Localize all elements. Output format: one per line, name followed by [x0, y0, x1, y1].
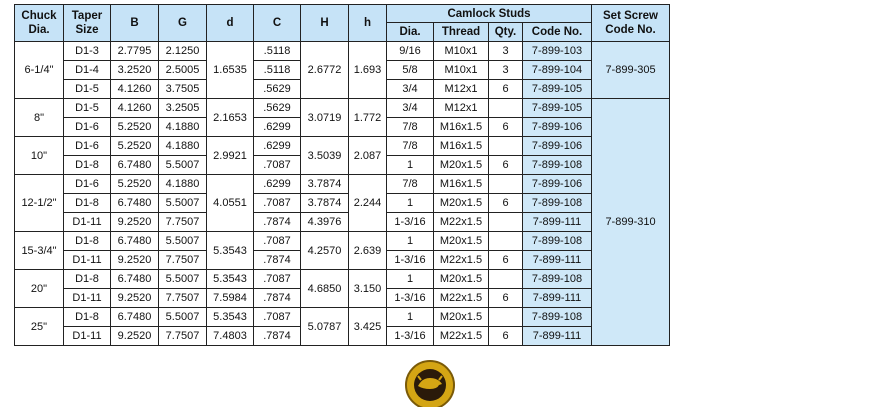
- d-cell: 5.3543: [207, 308, 254, 327]
- code-cell: 7-899-106: [523, 118, 592, 137]
- code-cell: 7-899-108: [523, 270, 592, 289]
- header-qty: Qty.: [489, 23, 523, 42]
- header-thread: Thread: [434, 23, 489, 42]
- chuck-dia-cell: 10": [15, 137, 64, 175]
- qty-cell: [489, 308, 523, 327]
- h-upper-cell: 4.6850: [301, 270, 349, 308]
- taper-cell: D1-8: [64, 308, 111, 327]
- taper-cell: D1-11: [64, 251, 111, 270]
- h-upper-cell: 4.2570: [301, 232, 349, 270]
- header-code-no: Code No.: [523, 23, 592, 42]
- qty-cell: 6: [489, 194, 523, 213]
- c-cell: .7874: [254, 327, 301, 346]
- b-cell: 4.1260: [111, 99, 159, 118]
- dia-cell: 1: [387, 156, 434, 175]
- taper-cell: D1-6: [64, 118, 111, 137]
- c-cell: .7874: [254, 213, 301, 232]
- c-cell: .5118: [254, 61, 301, 80]
- h-lower-cell: 2.087: [349, 137, 387, 175]
- c-cell: .7087: [254, 270, 301, 289]
- dia-cell: 5/8: [387, 61, 434, 80]
- header-c: C: [254, 5, 301, 42]
- h-upper-cell: 5.0787: [301, 308, 349, 346]
- h-upper-cell: 2.6772: [301, 42, 349, 99]
- dia-cell: 1-3/16: [387, 213, 434, 232]
- d-cell: 4.0551: [207, 175, 254, 232]
- c-cell: .5629: [254, 80, 301, 99]
- dia-cell: 1-3/16: [387, 327, 434, 346]
- chuck-dia-cell: 15-3/4": [15, 232, 64, 270]
- b-cell: 6.7480: [111, 194, 159, 213]
- dia-cell: 3/4: [387, 80, 434, 99]
- header-camlock-studs: Camlock Studs: [387, 5, 592, 23]
- qty-cell: 6: [489, 118, 523, 137]
- table-row: [15, 270, 670, 289]
- code-cell: 7-899-105: [523, 80, 592, 99]
- thread-cell: M16x1.5: [434, 175, 489, 194]
- c-cell: .7087: [254, 156, 301, 175]
- h-lower-cell: 1.693: [349, 42, 387, 99]
- d-cell: 5.3543: [207, 270, 254, 289]
- h-lower-cell: 1.772: [349, 99, 387, 137]
- qty-cell: 6: [489, 251, 523, 270]
- c-cell: .5629: [254, 99, 301, 118]
- code-cell: 7-899-104: [523, 61, 592, 80]
- c-cell: .7874: [254, 251, 301, 270]
- code-cell: 7-899-105: [523, 99, 592, 118]
- thread-cell: M20x1.5: [434, 232, 489, 251]
- header-taper-size: Taper Size: [64, 5, 111, 42]
- code-cell: 7-899-111: [523, 213, 592, 232]
- header-d: d: [207, 5, 254, 42]
- thread-cell: M16x1.5: [434, 118, 489, 137]
- header-b: B: [111, 5, 159, 42]
- dia-cell: 1-3/16: [387, 289, 434, 308]
- thread-cell: M22x1.5: [434, 251, 489, 270]
- b-cell: 6.7480: [111, 308, 159, 327]
- d-cell: 1.6535: [207, 42, 254, 99]
- table-row: [15, 99, 670, 118]
- b-cell: 2.7795: [111, 42, 159, 61]
- h-lower-cell: 2.639: [349, 232, 387, 270]
- table-body: [15, 42, 670, 346]
- header-h-lower: h: [349, 5, 387, 42]
- table-row: [15, 232, 670, 251]
- d-cell: 2.1653: [207, 99, 254, 137]
- qty-cell: [489, 99, 523, 118]
- table-row: [15, 42, 670, 61]
- c-cell: .7087: [254, 308, 301, 327]
- dia-cell: 1: [387, 308, 434, 327]
- dia-cell: 7/8: [387, 175, 434, 194]
- g-cell: 5.5007: [159, 232, 207, 251]
- g-cell: 2.1250: [159, 42, 207, 61]
- taper-cell: D1-6: [64, 175, 111, 194]
- taper-cell: D1-8: [64, 194, 111, 213]
- h-upper-cell: 3.7874: [301, 194, 349, 213]
- taper-cell: D1-6: [64, 137, 111, 156]
- qty-cell: 3: [489, 61, 523, 80]
- b-cell: 9.2520: [111, 213, 159, 232]
- table-row: [15, 175, 670, 194]
- code-cell: 7-899-106: [523, 175, 592, 194]
- logo: [404, 359, 456, 407]
- taper-cell: D1-3: [64, 42, 111, 61]
- b-cell: 6.7480: [111, 232, 159, 251]
- qty-cell: [489, 232, 523, 251]
- c-cell: .6299: [254, 118, 301, 137]
- code-cell: 7-899-111: [523, 289, 592, 308]
- qty-cell: [489, 213, 523, 232]
- qty-cell: [489, 175, 523, 194]
- table-row: [15, 213, 670, 232]
- dia-cell: 1-3/16: [387, 251, 434, 270]
- taper-cell: D1-11: [64, 213, 111, 232]
- chuck-dia-cell: 6-1/4": [15, 42, 64, 99]
- code-cell: 7-899-108: [523, 156, 592, 175]
- g-cell: 4.1880: [159, 175, 207, 194]
- thread-cell: M20x1.5: [434, 194, 489, 213]
- d-cell: 5.3543: [207, 232, 254, 270]
- qty-cell: 3: [489, 42, 523, 61]
- table-row: [15, 194, 670, 213]
- chuck-dia-cell: 12-1/2": [15, 175, 64, 232]
- code-cell: 7-899-108: [523, 232, 592, 251]
- set-screw-cell: 7-899-305: [592, 42, 670, 99]
- qty-cell: 6: [489, 80, 523, 99]
- dia-cell: 1: [387, 232, 434, 251]
- g-cell: 4.1880: [159, 137, 207, 156]
- g-cell: 3.7505: [159, 80, 207, 99]
- taper-cell: D1-8: [64, 270, 111, 289]
- thread-cell: M22x1.5: [434, 327, 489, 346]
- b-cell: 5.2520: [111, 137, 159, 156]
- d-cell: 7.5984: [207, 289, 254, 308]
- b-cell: 4.1260: [111, 80, 159, 99]
- taper-cell: D1-5: [64, 80, 111, 99]
- qty-cell: 6: [489, 289, 523, 308]
- b-cell: 9.2520: [111, 289, 159, 308]
- g-cell: 3.2505: [159, 99, 207, 118]
- table-row: [15, 137, 670, 156]
- b-cell: 5.2520: [111, 175, 159, 194]
- g-cell: 2.5005: [159, 61, 207, 80]
- camlock-spec-table: [14, 4, 670, 346]
- thread-cell: M12x1: [434, 80, 489, 99]
- code-cell: 7-899-111: [523, 251, 592, 270]
- taper-cell: D1-4: [64, 61, 111, 80]
- header-dia: Dia.: [387, 23, 434, 42]
- g-cell: 7.7507: [159, 327, 207, 346]
- g-cell: 4.1880: [159, 118, 207, 137]
- thread-cell: M20x1.5: [434, 270, 489, 289]
- taper-cell: D1-8: [64, 232, 111, 251]
- c-cell: .6299: [254, 175, 301, 194]
- g-cell: 7.7507: [159, 251, 207, 270]
- h-upper-cell: 3.0719: [301, 99, 349, 137]
- chuck-dia-cell: 8": [15, 99, 64, 137]
- g-cell: 5.5007: [159, 308, 207, 327]
- thread-cell: M20x1.5: [434, 308, 489, 327]
- thread-cell: M22x1.5: [434, 213, 489, 232]
- b-cell: 6.7480: [111, 270, 159, 289]
- dia-cell: 7/8: [387, 118, 434, 137]
- taper-cell: D1-11: [64, 289, 111, 308]
- c-cell: .5118: [254, 42, 301, 61]
- h-lower-cell: 2.244: [349, 175, 387, 232]
- c-cell: .6299: [254, 137, 301, 156]
- dia-cell: 7/8: [387, 137, 434, 156]
- header-h-upper: H: [301, 5, 349, 42]
- h-upper-cell: 3.5039: [301, 137, 349, 175]
- h-upper-cell: 4.3976: [301, 213, 349, 232]
- g-cell: 5.5007: [159, 156, 207, 175]
- dia-cell: 9/16: [387, 42, 434, 61]
- b-cell: 3.2520: [111, 61, 159, 80]
- code-cell: 7-899-108: [523, 194, 592, 213]
- dia-cell: 1: [387, 270, 434, 289]
- taper-cell: D1-8: [64, 156, 111, 175]
- thread-cell: M22x1.5: [434, 289, 489, 308]
- code-cell: 7-899-106: [523, 137, 592, 156]
- thread-cell: M20x1.5: [434, 156, 489, 175]
- h-lower-cell: 3.150: [349, 270, 387, 308]
- thread-cell: M16x1.5: [434, 137, 489, 156]
- h-upper-cell: 3.7874: [301, 175, 349, 194]
- taper-cell: D1-11: [64, 327, 111, 346]
- header-chuck-dia: Chuck Dia.: [15, 5, 64, 42]
- h-lower-cell: 3.425: [349, 308, 387, 346]
- dia-cell: 3/4: [387, 99, 434, 118]
- set-screw-cell: 7-899-310: [592, 99, 670, 346]
- thread-cell: M10x1: [434, 42, 489, 61]
- header-set-screw: Set Screw Code No.: [592, 5, 670, 42]
- taper-cell: D1-5: [64, 99, 111, 118]
- thread-cell: M12x1: [434, 99, 489, 118]
- b-cell: 9.2520: [111, 251, 159, 270]
- buffalo-emblem-icon: [404, 359, 456, 407]
- g-cell: 5.5007: [159, 194, 207, 213]
- qty-cell: [489, 137, 523, 156]
- dia-cell: 1: [387, 194, 434, 213]
- header-g: G: [159, 5, 207, 42]
- qty-cell: 6: [489, 156, 523, 175]
- qty-cell: [489, 270, 523, 289]
- b-cell: 9.2520: [111, 327, 159, 346]
- thread-cell: M10x1: [434, 61, 489, 80]
- g-cell: 7.7507: [159, 289, 207, 308]
- b-cell: 6.7480: [111, 156, 159, 175]
- d-cell: 7.4803: [207, 327, 254, 346]
- b-cell: 5.2520: [111, 118, 159, 137]
- g-cell: 7.7507: [159, 213, 207, 232]
- code-cell: 7-899-103: [523, 42, 592, 61]
- c-cell: .7874: [254, 289, 301, 308]
- d-cell: 2.9921: [207, 137, 254, 175]
- c-cell: .7087: [254, 194, 301, 213]
- table-row: [15, 308, 670, 327]
- chuck-dia-cell: 25": [15, 308, 64, 346]
- code-cell: 7-899-111: [523, 327, 592, 346]
- chuck-dia-cell: 20": [15, 270, 64, 308]
- code-cell: 7-899-108: [523, 308, 592, 327]
- c-cell: .7087: [254, 232, 301, 251]
- g-cell: 5.5007: [159, 270, 207, 289]
- qty-cell: 6: [489, 327, 523, 346]
